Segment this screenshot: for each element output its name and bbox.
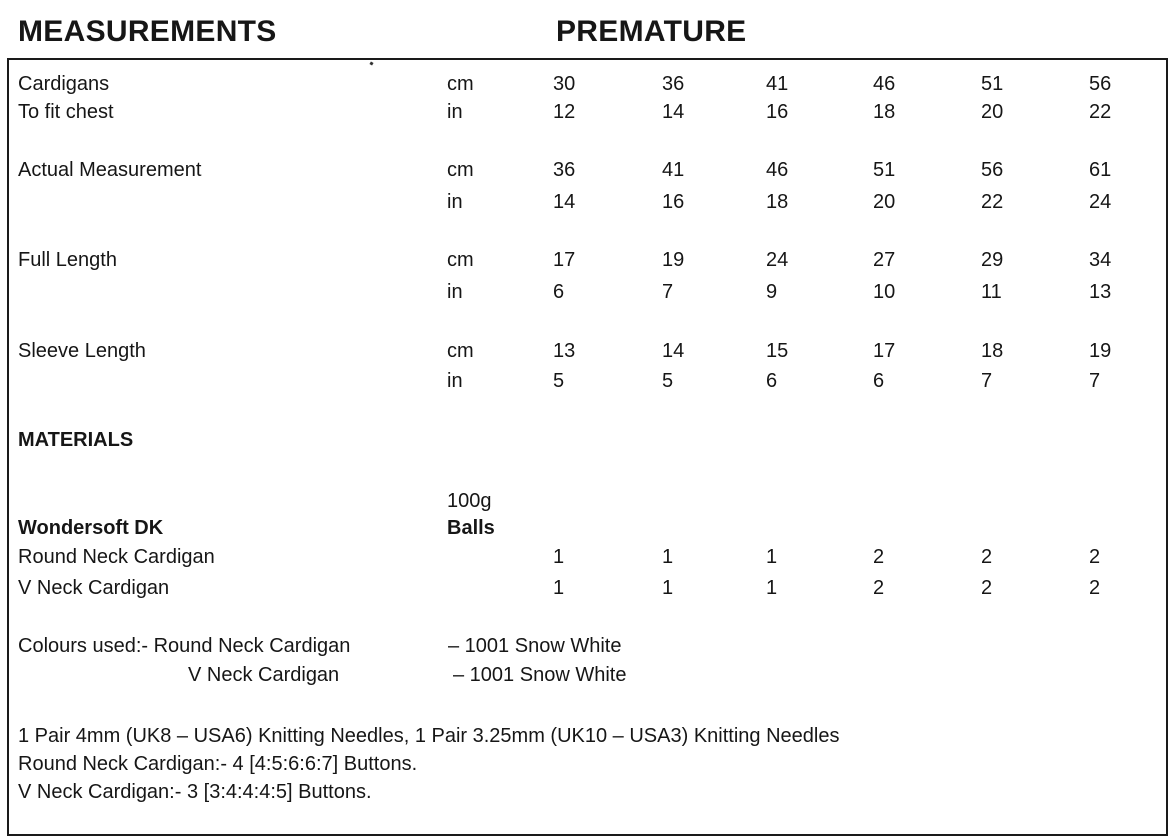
unit-label: cm bbox=[447, 340, 474, 362]
balls-value-cell: 1 bbox=[662, 546, 674, 568]
colours-line2-label: V Neck Cardigan bbox=[188, 664, 340, 686]
size-value-cell: 29 bbox=[981, 249, 1004, 271]
balls-value-cell: 1 bbox=[553, 546, 565, 568]
size-value-cell: 41 bbox=[662, 159, 685, 181]
size-value-cell: 18 bbox=[766, 191, 789, 213]
size-value-cell: 19 bbox=[662, 249, 685, 271]
yarn-unit-line2: Balls bbox=[447, 517, 495, 539]
size-value-cell: 13 bbox=[1089, 281, 1112, 303]
size-value-cell: 16 bbox=[662, 191, 685, 213]
size-value-cell: 15 bbox=[766, 340, 789, 362]
size-value-cell: 56 bbox=[1089, 73, 1112, 95]
size-value-cell: 61 bbox=[1089, 159, 1112, 181]
row-label: Actual Measurement bbox=[18, 159, 202, 181]
size-value-cell: 5 bbox=[662, 370, 674, 392]
size-value-cell: 20 bbox=[873, 191, 896, 213]
size-value-cell: 11 bbox=[981, 281, 1002, 303]
unit-label: cm bbox=[447, 249, 474, 271]
size-value-cell: 6 bbox=[766, 370, 778, 392]
material-row-label: V Neck Cardigan bbox=[18, 577, 170, 599]
v-neck-buttons-note: V Neck Cardigan:- 3 [3:4:4:4:5] Buttons. bbox=[18, 781, 372, 803]
size-value-cell: 46 bbox=[766, 159, 789, 181]
size-value-cell: 34 bbox=[1089, 249, 1112, 271]
unit-label: in bbox=[447, 370, 463, 392]
size-value-cell: 27 bbox=[873, 249, 896, 271]
row-label: Cardigans bbox=[18, 73, 110, 95]
balls-value-cell: 2 bbox=[873, 546, 885, 568]
size-category-title: PREMATURE bbox=[556, 15, 747, 48]
size-value-cell: 19 bbox=[1089, 340, 1112, 362]
size-value-cell: 14 bbox=[662, 340, 685, 362]
balls-value-cell: 2 bbox=[981, 577, 993, 599]
size-value-cell: 7 bbox=[1089, 370, 1101, 392]
unit-label: in bbox=[447, 281, 463, 303]
size-value-cell: 51 bbox=[981, 73, 1004, 95]
colours-line1-label: Colours used:- Round Neck Cardigan bbox=[18, 635, 351, 657]
row-label: Full Length bbox=[18, 249, 117, 271]
size-value-cell: 46 bbox=[873, 73, 896, 95]
size-value-cell: 5 bbox=[553, 370, 565, 392]
balls-value-cell: 2 bbox=[873, 577, 885, 599]
size-value-cell: 41 bbox=[766, 73, 789, 95]
round-neck-buttons-note: Round Neck Cardigan:- 4 [4:5:6:6:7] Buttons. bbox=[18, 753, 418, 775]
size-value-cell: 18 bbox=[981, 340, 1004, 362]
balls-value-cell: 2 bbox=[1089, 577, 1101, 599]
material-row-label: Round Neck Cardigan bbox=[18, 546, 215, 568]
size-value-cell: 36 bbox=[662, 73, 685, 95]
size-value-cell: 14 bbox=[553, 191, 576, 213]
size-value-cell: 51 bbox=[873, 159, 896, 181]
size-value-cell: 36 bbox=[553, 159, 576, 181]
needles-note: 1 Pair 4mm (UK8 – USA6) Knitting Needles, 1 Pair 3.25mm (UK10 – USA3) Knitting Needles bbox=[18, 725, 840, 747]
size-value-cell: 9 bbox=[766, 281, 778, 303]
yarn-unit-line1: 100g bbox=[447, 490, 492, 512]
size-value-cell: 22 bbox=[1089, 101, 1112, 123]
unit-label: cm bbox=[447, 73, 474, 95]
unit-label: in bbox=[447, 101, 463, 123]
size-value-cell: 10 bbox=[873, 281, 896, 303]
balls-value-cell: 1 bbox=[766, 546, 778, 568]
size-value-cell: 6 bbox=[553, 281, 565, 303]
row-label: Sleeve Length bbox=[18, 340, 146, 362]
size-value-cell: 56 bbox=[981, 159, 1004, 181]
size-value-cell: 6 bbox=[873, 370, 885, 392]
materials-heading: MATERIALS bbox=[18, 429, 134, 451]
size-value-cell: 24 bbox=[766, 249, 789, 271]
size-value-cell: 20 bbox=[981, 101, 1004, 123]
size-value-cell: 17 bbox=[873, 340, 896, 362]
size-value-cell: 24 bbox=[1089, 191, 1112, 213]
balls-value-cell: 2 bbox=[1089, 546, 1101, 568]
size-value-cell: 7 bbox=[662, 281, 674, 303]
size-value-cell: 17 bbox=[553, 249, 576, 271]
page-title: MEASUREMENTS bbox=[18, 15, 277, 48]
size-value-cell: 30 bbox=[553, 73, 576, 95]
balls-value-cell: 1 bbox=[766, 577, 778, 599]
balls-value-cell: 1 bbox=[662, 577, 674, 599]
size-value-cell: 12 bbox=[553, 101, 576, 123]
row-label: To fit chest bbox=[18, 101, 114, 123]
unit-label: cm bbox=[447, 159, 474, 181]
yarn-name: Wondersoft DK bbox=[18, 517, 164, 539]
balls-value-cell: 1 bbox=[553, 577, 565, 599]
colours-line2-value: – 1001 Snow White bbox=[453, 664, 627, 686]
colours-line1-value: – 1001 Snow White bbox=[448, 635, 622, 657]
size-value-cell: 22 bbox=[981, 191, 1004, 213]
balls-value-cell: 2 bbox=[981, 546, 993, 568]
size-value-cell: 18 bbox=[873, 101, 896, 123]
size-value-cell: 13 bbox=[553, 340, 576, 362]
size-value-cell: 16 bbox=[766, 101, 789, 123]
size-value-cell: 14 bbox=[662, 101, 685, 123]
unit-label: in bbox=[447, 191, 463, 213]
size-value-cell: 7 bbox=[981, 370, 993, 392]
